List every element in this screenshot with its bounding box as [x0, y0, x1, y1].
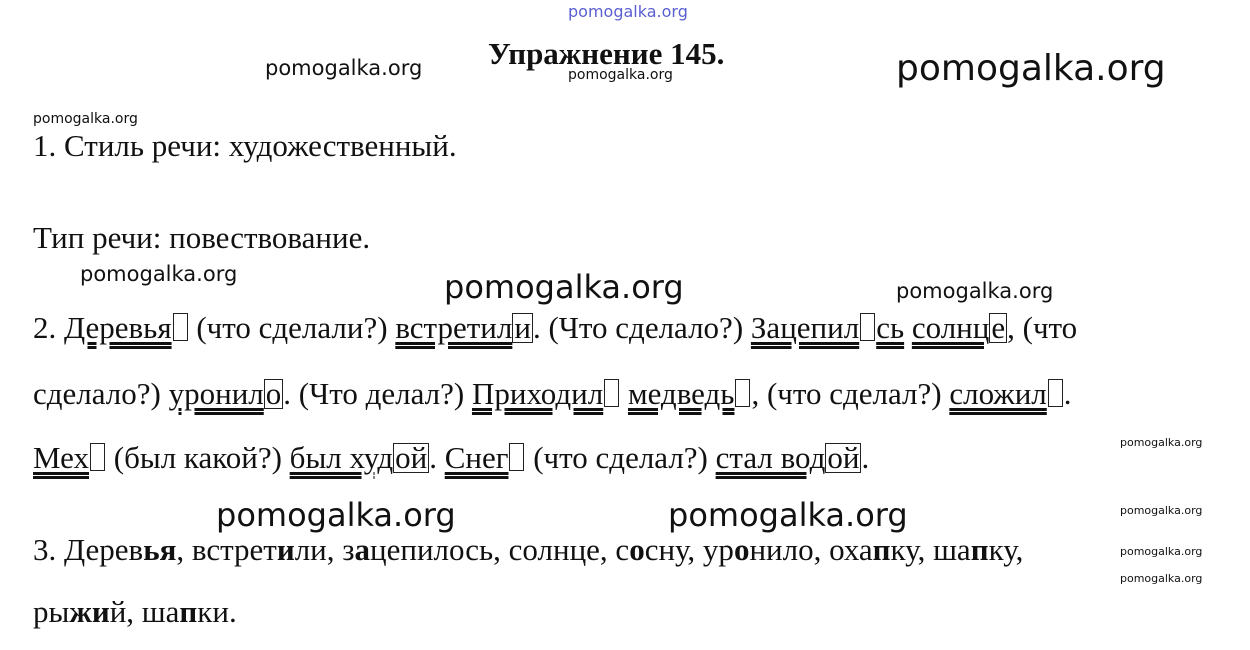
item-number: 3. — [33, 532, 57, 567]
page-title: Упражнение 145. — [488, 36, 725, 71]
watermark: pomogalka.org — [216, 496, 456, 534]
predicate-word: встретили — [395, 310, 531, 345]
question-text: сделало?) — [33, 376, 169, 411]
ending-box — [173, 313, 188, 341]
speech-style-line: 1. Стиль речи: художественный. — [33, 128, 457, 163]
watermark: pomogalka.org — [444, 268, 684, 306]
watermark: pomogalka.org — [1120, 572, 1203, 585]
question-text: (был какой?) — [106, 440, 290, 475]
watermark: pomogalka.org — [1120, 545, 1203, 558]
item2-line-2: сделало?) уронило. (Что делал?) Приходил медведь , (что сделал?) сложил . — [33, 376, 1072, 411]
question-text: . (Что сделало?) — [532, 310, 751, 345]
question-text: (что сделал?) — [525, 440, 716, 475]
question-text: . (Что делал?) — [283, 376, 472, 411]
item-number: 2. — [33, 310, 57, 345]
item3-line-1: 3. Деревья, встретили, зацепилось, солнце, сосну, уронило, охапку, шапку, — [33, 532, 1024, 567]
subject-word: Снег — [444, 440, 509, 475]
speech-type-line: Тип речи: повествование. — [33, 220, 371, 255]
question-text: , (что — [1007, 310, 1078, 345]
predicate-word: уронило — [168, 376, 282, 411]
subject-word: медведь — [627, 376, 735, 411]
watermark-top: pomogalka.org — [568, 2, 688, 21]
predicate-word: Зацепил сь — [750, 310, 905, 345]
predicate-word: стал водой — [715, 440, 860, 475]
subject-word: Мех — [33, 440, 90, 475]
ending-box — [604, 379, 619, 407]
item3-line-2: рыжий, шапки. — [33, 594, 237, 629]
watermark: pomogalka.org — [896, 279, 1054, 303]
ending-box — [1048, 379, 1063, 407]
question-text: , (что сделал?) — [751, 376, 950, 411]
watermark: pomogalka.org — [265, 56, 423, 80]
watermark: pomogalka.org — [568, 67, 673, 83]
predicate-word: сложил — [949, 376, 1047, 411]
ending-box — [90, 443, 105, 471]
ending-box — [509, 443, 524, 471]
subject-word: солнце — [911, 310, 1006, 345]
ending-box — [735, 379, 750, 407]
item2-line-1 — [33, 310, 1077, 346]
watermark: pomogalka.org — [33, 111, 138, 127]
watermark: pomogalka.org — [1120, 504, 1203, 517]
watermark: pomogalka.org — [80, 262, 238, 286]
predicate-word: был худой — [289, 440, 428, 475]
item2-line-3: Мех (был какой?) был худой. Снег (что сделал?) стал водой. — [33, 440, 870, 475]
watermark: pomogalka.org — [668, 496, 908, 534]
question-text: (что сделали?) — [188, 310, 396, 345]
watermark: pomogalka.org — [1120, 436, 1203, 449]
subject-word: Деревья — [64, 310, 172, 345]
predicate-word: Приходил — [471, 376, 604, 411]
watermark: pomogalka.org — [896, 48, 1166, 89]
